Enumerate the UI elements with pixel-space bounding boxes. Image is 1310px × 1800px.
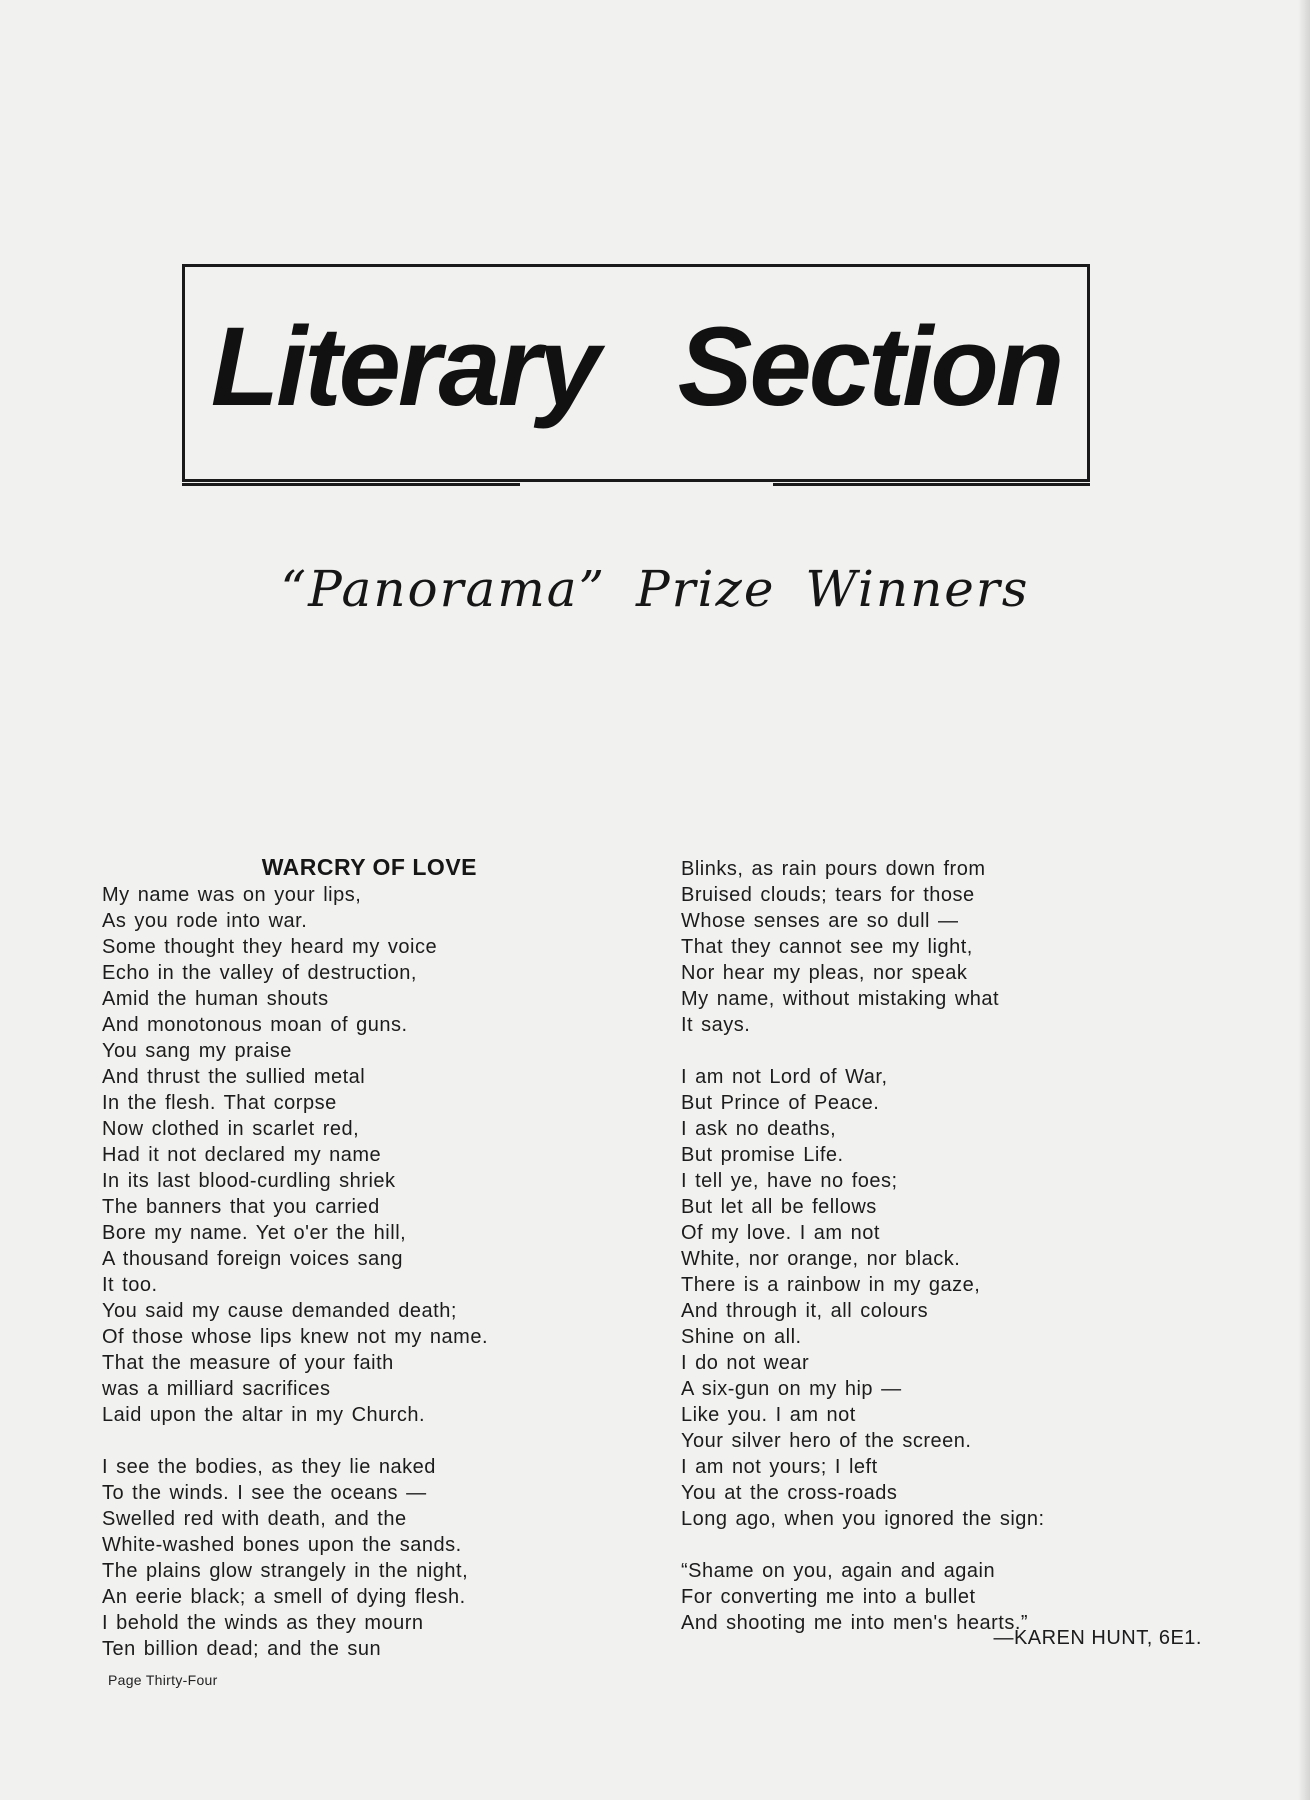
poem-line: I tell ye, have no foes;	[681, 1170, 898, 1192]
poem-line: Had it not declared my name	[102, 1144, 382, 1166]
poem-line: White-washed bones upon the sands.	[102, 1534, 462, 1556]
poem-line: Laid upon the altar in my Church.	[102, 1404, 426, 1426]
poem-line: But let all be fellows	[681, 1196, 877, 1218]
poem-line: Of those whose lips knew not my name.	[102, 1326, 488, 1348]
poem-line: Shine on all.	[681, 1326, 802, 1348]
poem-line: And monotonous moan of guns.	[102, 1014, 408, 1036]
poem-line: And thrust the sullied metal	[102, 1066, 366, 1088]
poem-line: Bore my name. Yet o'er the hill,	[102, 1222, 407, 1244]
poem-line: In the flesh. That corpse	[102, 1092, 337, 1114]
poem-line: Your silver hero of the screen.	[681, 1430, 972, 1452]
stanza-break	[681, 1532, 1221, 1558]
poem-right-column	[681, 856, 1221, 1636]
poem-line: was a milliard sacrifices	[102, 1378, 331, 1400]
stanza-break	[681, 1038, 1221, 1064]
poem-line: To the winds. I see the oceans —	[102, 1482, 427, 1504]
poem-line: That they cannot see my light,	[681, 936, 973, 958]
page-edge-shadow	[1298, 0, 1310, 1800]
poem-line: Nor hear my pleas, nor speak	[681, 962, 968, 984]
poem-line: In its last blood-curdling shriek	[102, 1170, 396, 1192]
poem-line: Swelled red with death, and the	[102, 1508, 407, 1530]
poem-line: You at the cross-roads	[681, 1482, 898, 1504]
poem-line: As you rode into war.	[102, 910, 308, 932]
poem-line: I am not yours; I left	[681, 1456, 878, 1478]
poem-line: My name, without mistaking what	[681, 988, 1000, 1010]
poem-line: Of my love. I am not	[681, 1222, 880, 1244]
poem-line: You sang my praise	[102, 1040, 292, 1062]
poem-line: A six-gun on my hip —	[681, 1378, 902, 1400]
poem-line: Ten billion dead; and the sun	[102, 1638, 382, 1660]
poem-line: But promise Life.	[681, 1144, 844, 1166]
poem-line: And shooting me into men's hearts.”	[681, 1612, 1029, 1634]
stanza-break	[102, 1428, 572, 1454]
section-title-box	[182, 264, 1090, 482]
poem-line: Echo in the valley of destruction,	[102, 962, 417, 984]
title-underline-left	[182, 483, 520, 486]
poem-line: White, nor orange, nor black.	[681, 1248, 961, 1270]
poem-line: I am not Lord of War,	[681, 1066, 888, 1088]
title-underline-right	[773, 483, 1090, 486]
poem-line: Like you. I am not	[681, 1404, 856, 1426]
poem-title: WARCRY OF LOVE	[261, 854, 477, 880]
poem-line: The banners that you carried	[102, 1196, 380, 1218]
poem-line: There is a rainbow in my gaze,	[681, 1274, 981, 1296]
poem-line: My name was on your lips,	[102, 884, 362, 906]
poem-line: And through it, all colours	[681, 1300, 929, 1322]
page-number: Page Thirty-Four	[108, 1672, 218, 1688]
poem-line: “Shame on you, again and again	[681, 1560, 996, 1582]
poem-line: I ask no deaths,	[681, 1118, 837, 1140]
poem-line: I see the bodies, as they lie naked	[102, 1456, 436, 1478]
prize-winners-subtitle: “Panorama” Prize Winners	[280, 560, 1030, 618]
poem-line: Bruised clouds; tears for those	[681, 884, 975, 906]
poem-line: An eerie black; a smell of dying flesh.	[102, 1586, 466, 1608]
poem-line: Amid the human shouts	[102, 988, 329, 1010]
poem-line: For converting me into a bullet	[681, 1586, 976, 1608]
poem-line: Blinks, as rain pours down from	[681, 858, 986, 880]
poem-left-column	[102, 882, 572, 1662]
poem-line: The plains glow strangely in the night,	[102, 1560, 469, 1582]
section-title: Literary Section	[210, 304, 1062, 429]
poem-line: You said my cause demanded death;	[102, 1300, 457, 1322]
poem-line: A thousand foreign voices sang	[102, 1248, 403, 1270]
poem-line: I do not wear	[681, 1352, 810, 1374]
poem-line: Now clothed in scarlet red,	[102, 1118, 360, 1140]
poem-line: It says.	[681, 1014, 751, 1036]
poem-line: Whose senses are so dull —	[681, 910, 959, 932]
poem-line: That the measure of your faith	[102, 1352, 394, 1374]
poem-line: But Prince of Peace.	[681, 1092, 880, 1114]
poem-author: —KAREN HUNT, 6E1.	[993, 1627, 1202, 1649]
poem-line: It too.	[102, 1274, 158, 1296]
poem-line: Some thought they heard my voice	[102, 936, 438, 958]
poem-line: Long ago, when you ignored the sign:	[681, 1508, 1045, 1530]
poem-line: I behold the winds as they mourn	[102, 1612, 424, 1634]
